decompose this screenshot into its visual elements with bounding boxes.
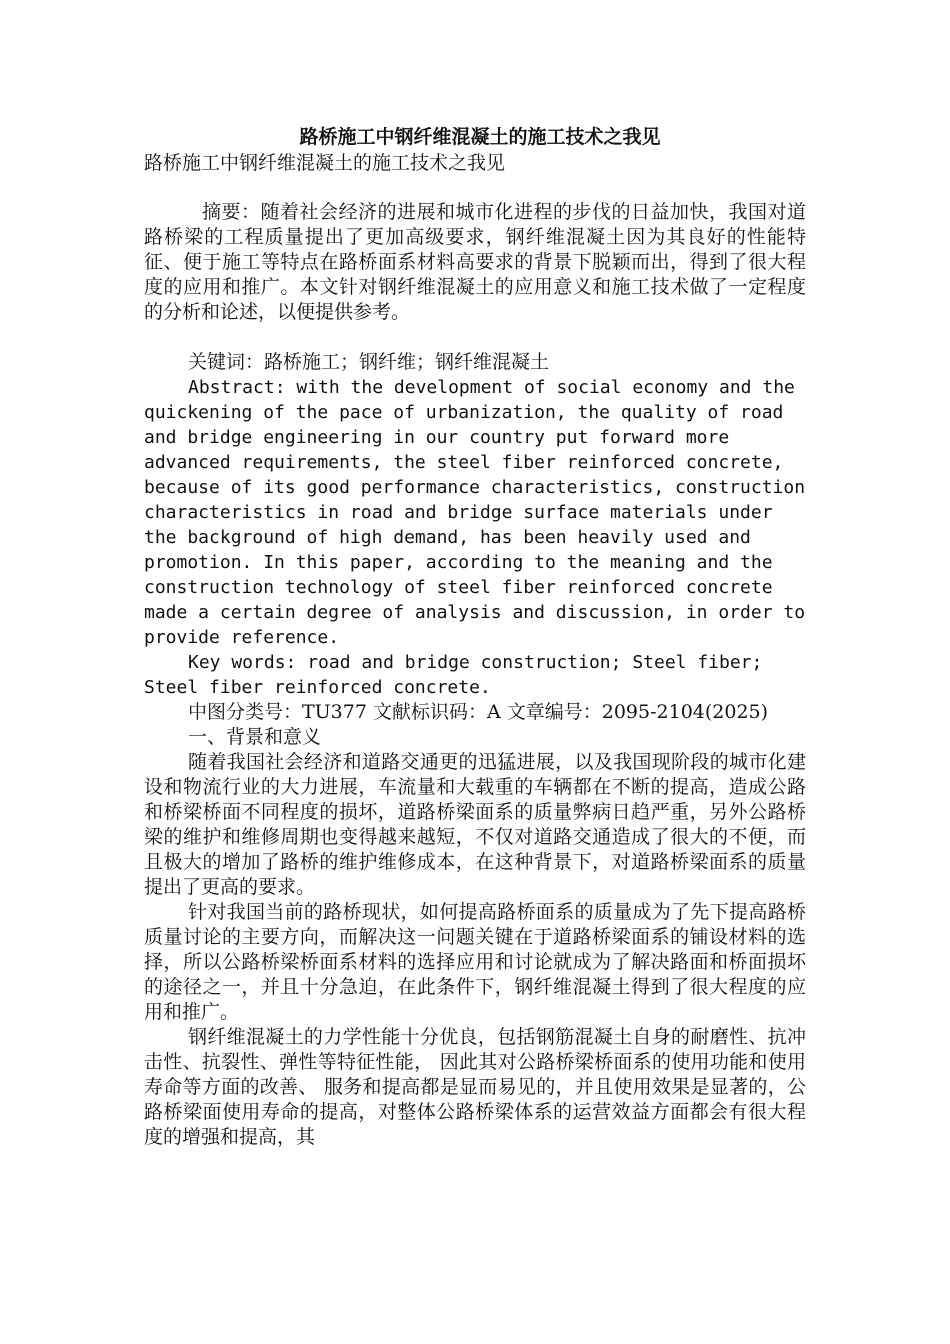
classification-line: 中图分类号：TU377 文献标识码：A 文章编号：2095-2104(2025) [188, 701, 769, 723]
keywords-english: Key words: road and bridge construction; Steel fiber; Steel fiber reinforced concrete. [144, 652, 763, 698]
document-page [144, 124, 806, 1150]
body-paragraph-3: 钢纤维混凝土的力学性能十分优良，包括钢筋混凝土自身的耐磨性、抗冲击性、抗裂性、弹性等特征性能， 因此其对公路桥梁桥面系的使用功能和使用寿命等方面的改善、 服务和提高都是显而易见的，并且使用效果是显著的，公路桥梁面使用寿命的提高，对整体公路桥梁体系的运营效益方面都会有很大程度的增强和提高，其 [144, 1026, 806, 1148]
body-paragraph-1: 随着我国社会经济和道路交通更的迅猛进展，以及我国现阶段的城市化建设和物流行业的大力进展，车流量和大载重的车辆都在不断的提高，造成公路和桥梁桥面不同程度的损坏，道路桥梁面系的质量弊病日趋严重，另外公路桥梁的维护和维修周期也变得越来越短，不仅对道路交通造成了很大的不便，而且极大的增加了路桥的维护维修成本，在这种背景下，对道路桥梁面系的质量提出了更高的要求。 [144, 751, 806, 898]
abstract-chinese: 摘要：随着社会经济的进展和城市化进程的步伐的日益加快，我国对道路桥梁的工程质量提出了更加高级要求，钢纤维混凝土因为其良好的性能特征、便于施工等特点在路桥面系材料高要求的背景下脱颖而出，得到了很大程度的应用和推广。本文针对钢纤维混凝土的应用意义和施工技术做了一定程度的分析和论述，以便提供参考。 [144, 201, 806, 323]
keywords-chinese: 关键词：路桥施工；钢纤维；钢纤维混凝土 [188, 351, 550, 373]
document-title: 路桥施工中钢纤维混凝土的施工技术之我见 [299, 126, 661, 148]
body-paragraph-2: 针对我国当前的路桥现状，如何提高路桥面系的质量成为了先下提高路桥质量讨论的主要方向，而解决这一问题关键在于道路桥梁面系的铺设材料的选择，所以公路桥梁桥面系材料的选择应用和讨论就成为了解决路面和桥面损坏的途径之一，并且十分急迫，在此条件下，钢纤维混凝土得到了很大程度的应用和推广。 [144, 901, 806, 1023]
spacer [144, 325, 806, 350]
document-subtitle: 路桥施工中钢纤维混凝土的施工技术之我见 [144, 152, 506, 174]
section-heading-background: 一、背景和意义 [188, 726, 322, 748]
abstract-english: Abstract: with the development of social economy and the quickening of the pace of urbanization, the quality of road and bridge engineering in our country put forward more advanced requirements, the steel fiber reinforced concrete, because of its good performance characteristics, construction characteristics in road and bridge surface materials under the background of high demand, has been heavily used and promotion. In this paper, according to the meaning and the construction technology of steel fiber reinforced concrete made a certain degree of analysis and discussion, in order to provide reference. [144, 377, 806, 648]
